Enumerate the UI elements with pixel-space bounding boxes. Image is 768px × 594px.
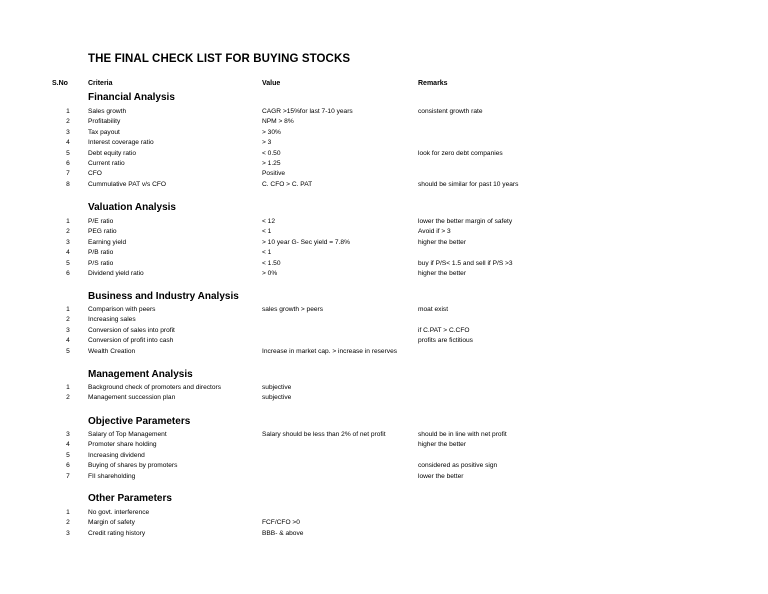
row-remarks: if C.PAT > C.CFO — [418, 326, 470, 334]
row-sno: 3 — [66, 431, 70, 438]
row-value: > 0% — [262, 270, 278, 277]
row-value: < 0.50 — [262, 149, 281, 157]
row-criteria: No govt. interference — [88, 509, 150, 516]
row-sno: 2 — [66, 118, 70, 126]
row-sno: 6 — [66, 462, 70, 470]
row-criteria: Earning yield — [88, 238, 127, 246]
row-criteria: CFO — [88, 170, 102, 178]
row-sno: 2 — [66, 316, 70, 324]
row-remarks: profits are fictitious — [418, 337, 473, 345]
row-value: Increase in market cap. > increase in reserves — [262, 347, 398, 355]
section-title: Valuation Analysis — [88, 202, 176, 213]
row-sno: 1 — [66, 384, 70, 391]
row-value: subjective — [262, 384, 292, 391]
row-sno: 4 — [66, 139, 70, 147]
row-sno: 1 — [66, 509, 70, 516]
row-value: < 12 — [262, 218, 276, 225]
row-sno: 4 — [66, 441, 70, 449]
row-sno: 3 — [66, 326, 70, 334]
row-criteria: Salary of Top Management — [88, 431, 167, 438]
row-criteria: Conversion of sales into profit — [88, 326, 175, 334]
row-criteria: Tax payout — [88, 128, 120, 136]
row-sno: 6 — [66, 160, 70, 167]
row-value: NPM > 8% — [262, 118, 294, 126]
row-criteria: Increasing dividend — [88, 451, 145, 459]
page-title: THE FINAL CHECK LIST FOR BUYING STOCKS — [88, 53, 351, 65]
column-header-value: Value — [262, 80, 281, 87]
row-remarks: moat exist — [418, 306, 449, 313]
row-remarks: look for zero debt companies — [418, 149, 503, 157]
row-value: CAGR >15%for last 7-10 years — [262, 108, 353, 115]
row-criteria: Debt equity ratio — [88, 149, 137, 157]
row-remarks: buy if P/S< 1.5 and sell if P/S >3 — [418, 259, 513, 267]
row-sno: 5 — [66, 347, 70, 355]
column-header-criteria: Criteria — [88, 80, 113, 87]
row-value: C. CFO > C. PAT — [262, 180, 313, 188]
row-value: Positive — [262, 170, 286, 178]
row-criteria: Current ratio — [88, 160, 125, 167]
row-remarks: lower the better — [418, 472, 464, 480]
row-sno: 1 — [66, 218, 70, 225]
row-value: < 1 — [262, 249, 272, 257]
row-value: > 3 — [262, 139, 272, 147]
row-remarks: Avoid if > 3 — [418, 228, 451, 236]
row-value: < 1 — [262, 228, 272, 236]
section-title: Objective Parameters — [88, 416, 191, 427]
row-value: > 30% — [262, 128, 281, 136]
row-remarks: should be in line with net profit — [418, 431, 507, 438]
row-criteria: Margin of safety — [88, 519, 135, 527]
row-criteria: Credit rating history — [88, 529, 146, 537]
row-remarks: should be similar for past 10 years — [418, 180, 519, 188]
row-value: > 1.25 — [262, 160, 281, 167]
row-sno: 6 — [66, 270, 70, 277]
row-value: < 1.50 — [262, 259, 281, 267]
row-criteria: Profitability — [88, 118, 121, 126]
row-sno: 2 — [66, 228, 70, 236]
row-sno: 3 — [66, 128, 70, 136]
row-sno: 5 — [66, 259, 70, 267]
section-title: Business and Industry Analysis — [88, 291, 239, 302]
row-value: sales growth > peers — [262, 306, 324, 313]
row-criteria: Conversion of profit into cash — [88, 337, 174, 345]
row-value: BBB- & above — [262, 529, 304, 537]
row-criteria: P/B ratio — [88, 249, 114, 257]
section-title: Financial Analysis — [88, 92, 175, 103]
row-remarks: higher the better — [418, 238, 467, 246]
row-remarks: considered as positive sign — [418, 462, 498, 470]
row-remarks: consistent growth rate — [418, 108, 483, 115]
row-remarks: lower the better margin of safety — [418, 218, 513, 225]
row-sno: 7 — [66, 170, 70, 178]
section-title: Other Parameters — [88, 493, 172, 504]
row-criteria: PEG ratio — [88, 228, 117, 236]
row-sno: 5 — [66, 149, 70, 157]
row-sno: 8 — [66, 180, 70, 188]
row-sno: 3 — [66, 238, 70, 246]
row-criteria: Management succession plan — [88, 394, 176, 402]
row-criteria: Cummulative PAT v/s CFO — [88, 180, 167, 188]
row-value: subjective — [262, 394, 292, 402]
row-criteria: Interest coverage ratio — [88, 139, 154, 147]
row-criteria: Promoter share holding — [88, 441, 157, 449]
row-sno: 4 — [66, 337, 70, 345]
row-remarks: higher the better — [418, 270, 467, 277]
row-criteria: P/S ratio — [88, 259, 114, 267]
row-criteria: Sales growth — [88, 108, 127, 115]
column-header-remarks: Remarks — [418, 80, 448, 87]
row-remarks: higher the better — [418, 441, 467, 449]
section-title: Management Analysis — [88, 369, 193, 380]
row-criteria: Background check of promoters and directors — [88, 384, 222, 391]
row-criteria: Buying of shares by promoters — [88, 462, 178, 470]
row-sno: 1 — [66, 306, 70, 313]
column-header-sno: S.No — [52, 80, 68, 87]
row-criteria: Comparison with peers — [88, 306, 156, 313]
row-sno: 7 — [66, 472, 70, 480]
row-criteria: Wealth Creation — [88, 347, 136, 355]
row-criteria: P/E ratio — [88, 218, 114, 225]
row-value: Salary should be less than 2% of net profit — [262, 431, 386, 438]
row-value: > 10 year G- Sec yield = 7.8% — [262, 238, 350, 246]
row-criteria: Increasing sales — [88, 316, 136, 324]
row-sno: 4 — [66, 249, 70, 257]
row-sno: 5 — [66, 451, 70, 459]
row-sno: 2 — [66, 519, 70, 527]
row-sno: 3 — [66, 529, 70, 537]
row-sno: 1 — [66, 108, 70, 115]
row-value: FCF/CFO >0 — [262, 519, 300, 527]
row-criteria: Dividend yield ratio — [88, 270, 144, 277]
row-criteria: FII shareholding — [88, 472, 136, 480]
row-sno: 2 — [66, 394, 70, 402]
